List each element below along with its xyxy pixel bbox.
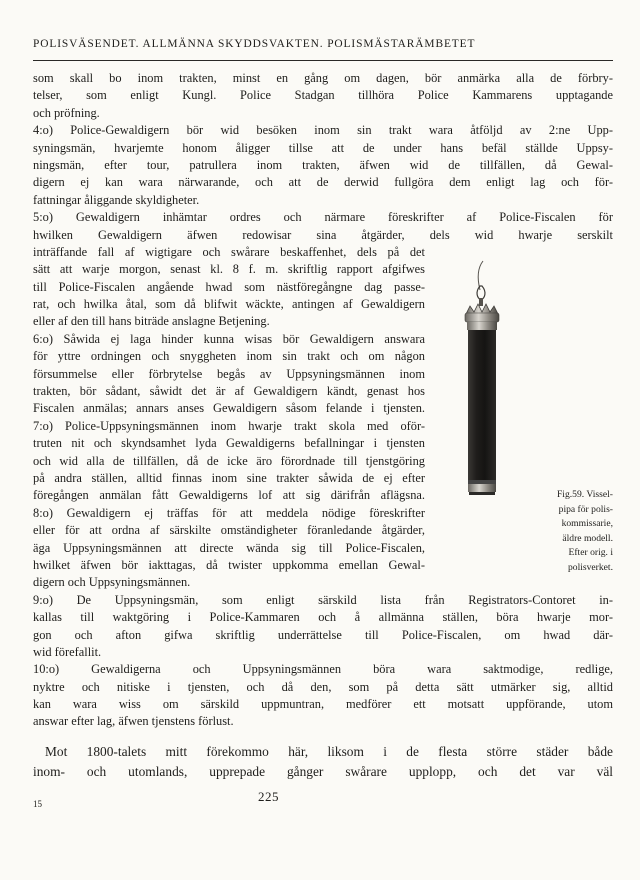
text-line: kan wara wiss om särskild uppmuntran, medförer ett motsatt uppförande, utom bbox=[33, 697, 613, 712]
text-line: 7:o) Police-Uppsyningsmännen inom hwarje trakt skola med oför- bbox=[33, 418, 425, 433]
text-line: kallas till waktgöring i Police-Kammaren och å allmänna ställen, böra hwarje mor- bbox=[33, 610, 613, 625]
text-line: inträffande fall af wigtigare och swårare beskaffenhet, dels på det bbox=[33, 244, 425, 259]
text-line: truten nit och skyndsamhet lyda Gewaldigerns befallningar i tjensten bbox=[33, 436, 425, 451]
text-line: 8:o) Gewaldigern ej träffas för att meddela nödige föreskrifter bbox=[33, 505, 425, 520]
text-line: hwilken Gewaldigern äfwen redowisar sina åtgärder, dels wid hwarje serskilt bbox=[33, 227, 613, 242]
caption-line: Fig.59. Vissel- bbox=[556, 489, 613, 500]
caption-line: äldre modell. bbox=[562, 532, 613, 544]
text-line: 4:o) Police-Gewaldigern bör wid besöken inom sin trakt wara åtföljd av 2:ne Upp- bbox=[33, 123, 613, 138]
text-line: rat, och hwilka åtal, som då blifwit wäckte, antingen af Gewaldigern bbox=[33, 297, 425, 312]
text-line: försummelse eller förbrytelse begås av Uppsyningsmännen inom bbox=[33, 366, 425, 381]
text-line: Mot 1800-talets mitt förekommo här, liksom i de flesta större städer både bbox=[45, 743, 613, 759]
closing-paragraph bbox=[33, 742, 613, 782]
text-line: hwilket äfwen bör iakttagas, då twister uppkomma emellan Gewal- bbox=[33, 557, 425, 572]
header-rule bbox=[33, 60, 613, 61]
text-line: answar efter lag, äfwen tjenstens förlust. bbox=[33, 714, 234, 729]
text-line: föregången anmälan fått Gewaldigerns lof att sig därifrån aflägsna. bbox=[33, 488, 425, 503]
text-line: sätt att warje morgon, senast kl. 8 f. m. skriftlig rapport afgifwes bbox=[33, 262, 425, 277]
text-line: trakten, bör sådant, såwidt det är af Gewaldigern kändt, genast hos bbox=[33, 384, 425, 399]
text-line: eller af den till hans biträde anslagne Betjening. bbox=[33, 314, 270, 329]
caption-line: Efter orig. i bbox=[568, 547, 613, 559]
text-line: och pröfning. bbox=[33, 105, 100, 120]
text-line: fattningar åliggande skyldigheter. bbox=[33, 192, 200, 207]
text-line: Fiscalen anmälas; annars anses Gewaldigern såsom felande i tjensten. bbox=[33, 401, 425, 416]
text-line: 6:o) Såwida ej laga hinder kunna wisas bör Gewaldigern answara bbox=[33, 331, 425, 346]
text-line: ningsmän, efter tour, patrullera inom trakten, äfwen wid de tillfällen, då Gewal- bbox=[33, 157, 613, 172]
caption-line: kommissarie, bbox=[561, 518, 613, 530]
figure-caption bbox=[440, 488, 613, 576]
text-line: 10:o) Gewaldigerna och Uppsyningsmännen böra wara saktmodige, redlige, bbox=[33, 662, 613, 677]
text-line: som skall bo inom trakten, minst en gång om dagen, bör anmärka alla de förbry- bbox=[33, 71, 613, 85]
signature-mark: 15 bbox=[33, 799, 42, 809]
text-line: telser, som enligt Kungl. Police Stadgan tillhöra Police Kammarens upptagande bbox=[33, 88, 613, 103]
caption-line: polisverket. bbox=[567, 561, 613, 573]
text-line: digern och Uppsyningsmännen. bbox=[33, 575, 191, 590]
text-line: och wid alla de tillfällen, då de icke äro förordnade till tjenstgöring bbox=[33, 453, 425, 468]
text-line: syningsmän, hvarjemte honom åligger tillse att de under hans befäl ställde Uppsy- bbox=[33, 140, 613, 155]
text-line: för yttre ordningen och snyggheten inom sin trakt och om någon bbox=[33, 349, 425, 364]
text-line: äga Uppsyningsmännen att directe wända sig till Police-Fiscalen, bbox=[33, 540, 425, 555]
text-line: inom- och utomlands, upprepade gånger swårare upplopp, och det var väl bbox=[33, 763, 613, 779]
text-line: wid förefallit. bbox=[33, 644, 102, 659]
text-line: 5:o) Gewaldigern inhämtar ordres och närmare föreskrifter af Police-Fiscalen för bbox=[33, 210, 613, 225]
text-line: digern ej kan wara närwarande, och att de derwid fullgöra dem enligt lag och för- bbox=[33, 175, 613, 190]
text-line: nyktre och nitiske i tjensten, och då den, som på detta sätt utmärker sig, alltid bbox=[33, 679, 613, 694]
running-title: POLISVÄSENDET. ALLMÄNNA SKYDDSVAKTEN. POLISMÄSTARÄMBETET bbox=[33, 38, 476, 50]
page-number: 225 bbox=[258, 789, 279, 804]
text-line: gon och afton gifwa skriftlig underrättelse till Police-Fiscalen, om hwad där- bbox=[33, 627, 613, 642]
text-line: eller för att ordna af särskilte omständigheter föranledande åtgärder, bbox=[33, 523, 425, 538]
text-line: till Police-Fiscalen angående hwad som nästföregångne dag passe- bbox=[33, 279, 425, 294]
caption-line: pipa för polis- bbox=[558, 503, 613, 515]
text-line: 9:o) De Uppsyningsmän, som enligt särskild lista från Registrators-Contoret in- bbox=[33, 592, 613, 607]
text-line: på andra ställen, alltid finnas inom sine trakter såwida de ej efter bbox=[33, 470, 425, 485]
